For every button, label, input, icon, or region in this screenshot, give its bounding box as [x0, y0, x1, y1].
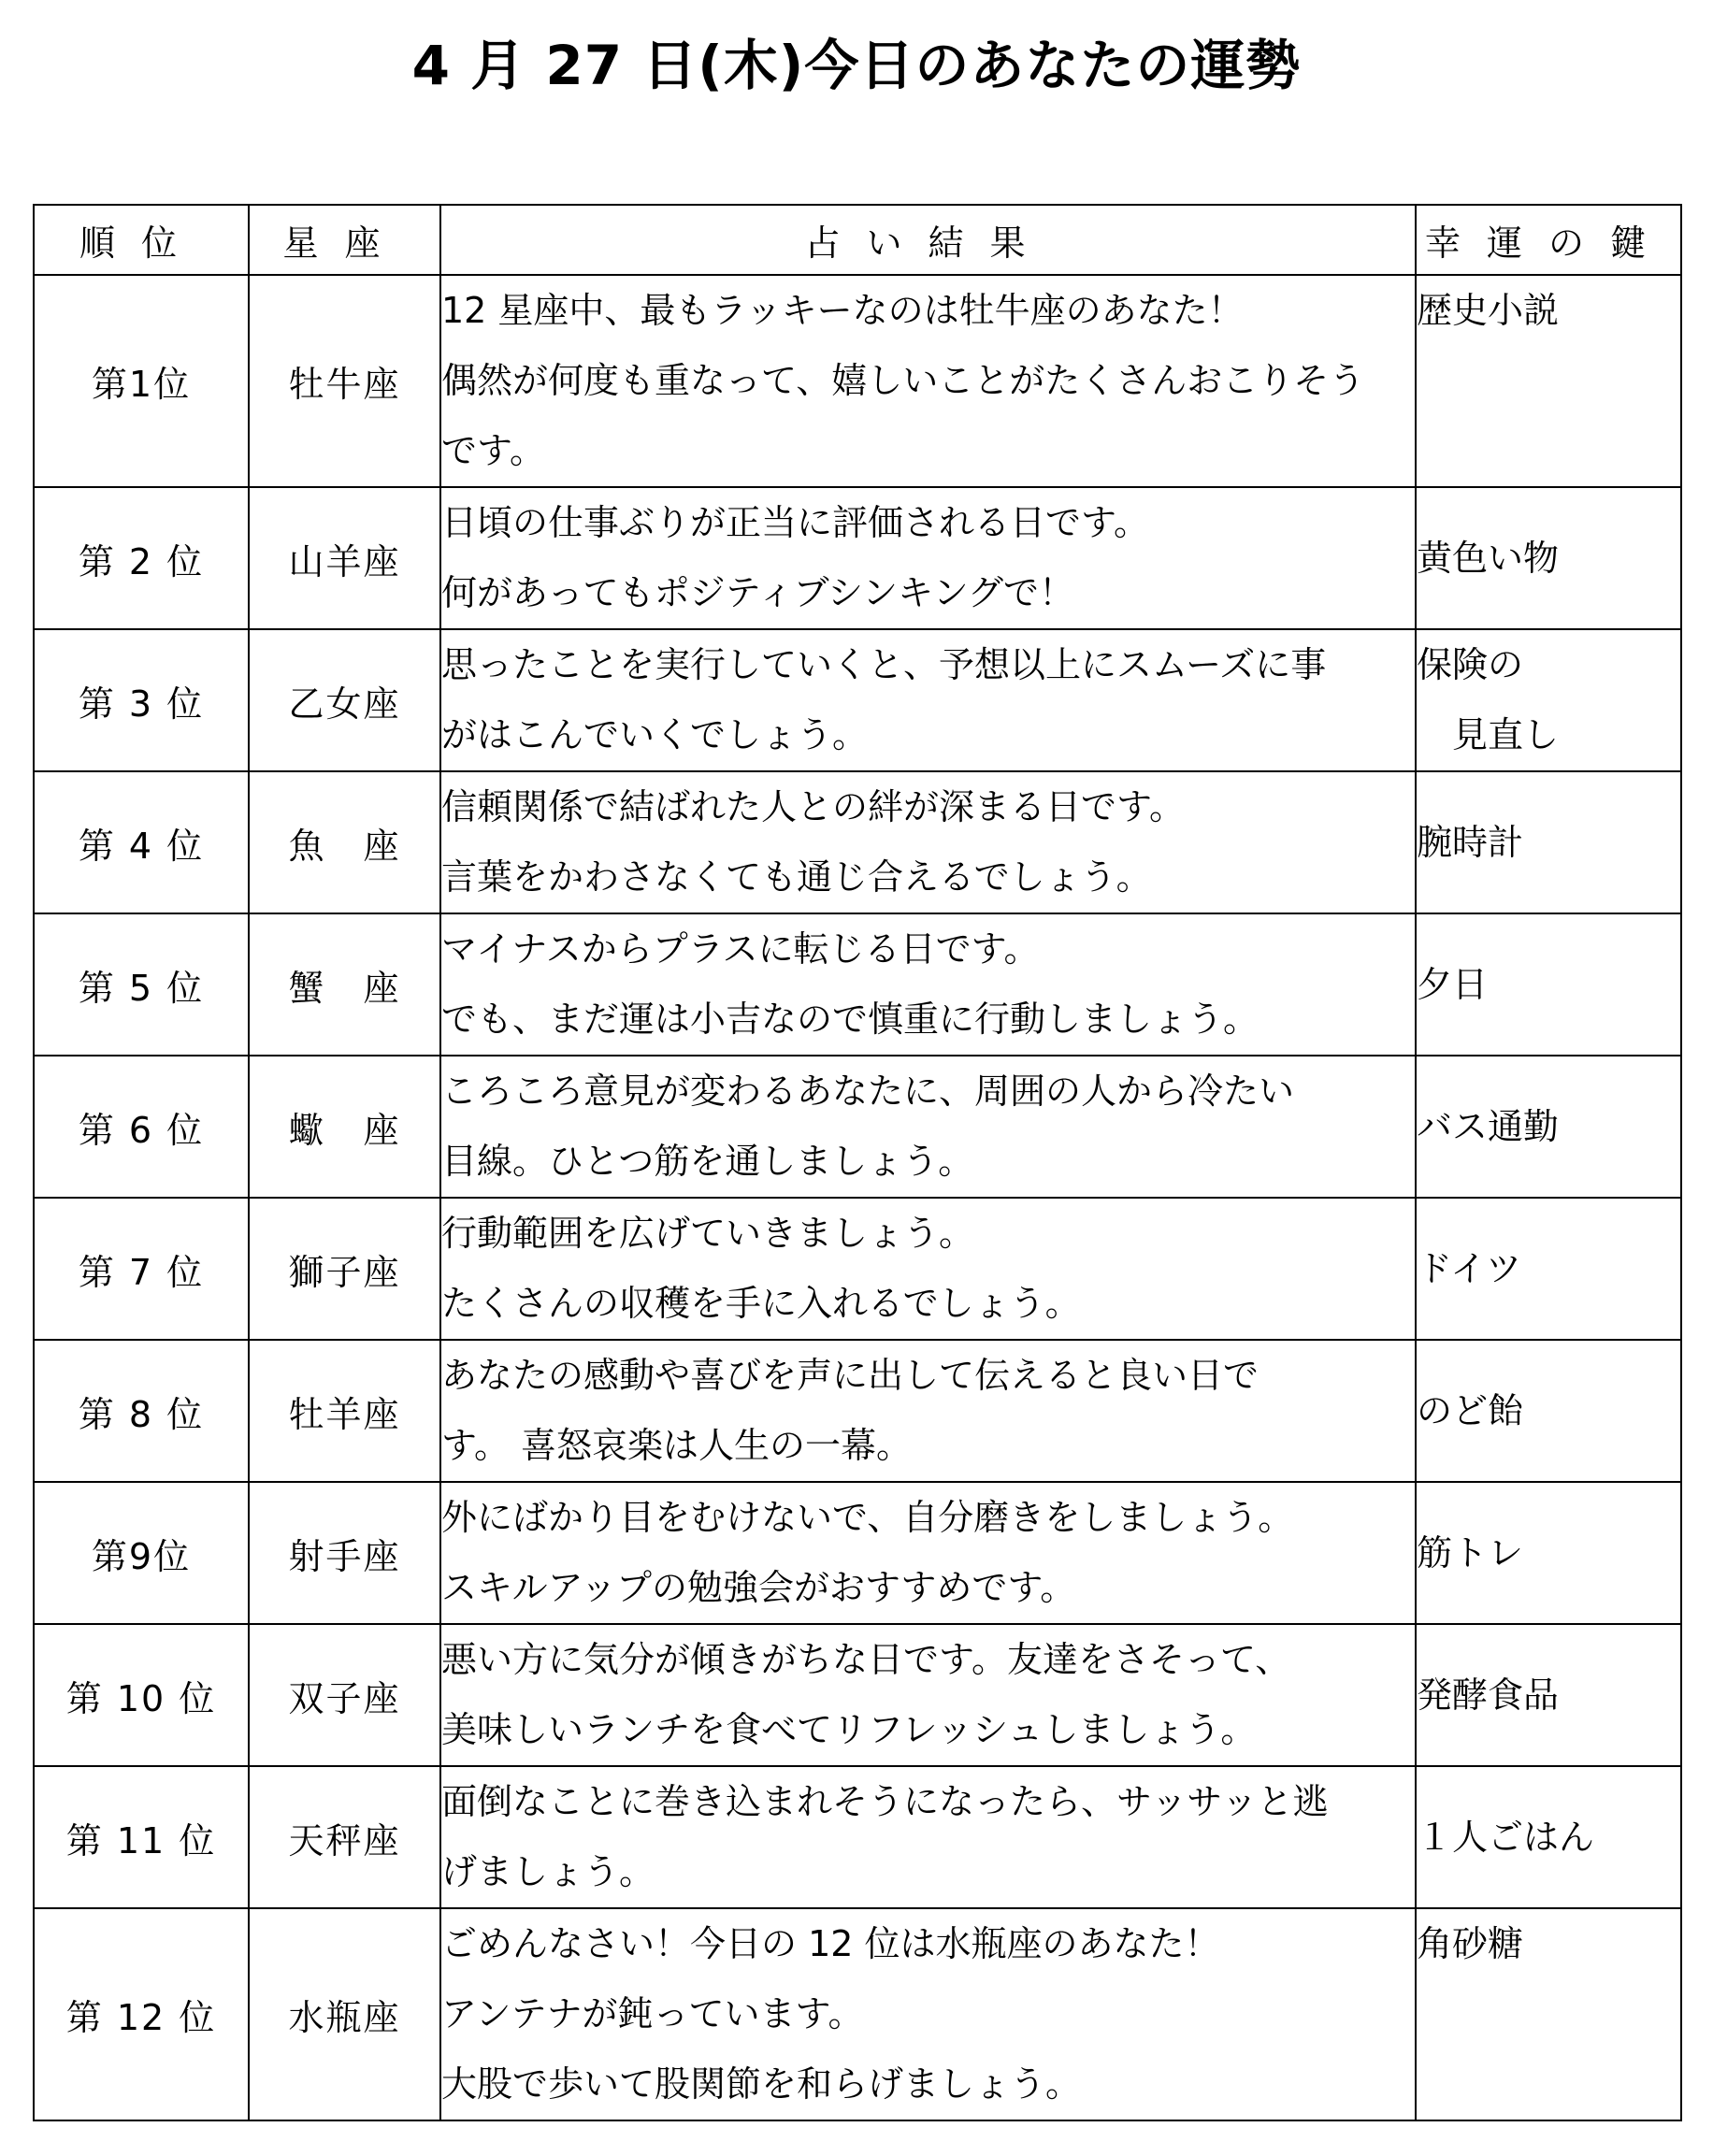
sign-cell: 牡牛座	[249, 275, 440, 487]
sign-cell: 獅子座	[249, 1198, 440, 1340]
table-row	[34, 913, 1681, 1056]
lucky-key-cell: 腕時計	[1416, 771, 1681, 913]
rank-cell: 第 10 位	[34, 1624, 249, 1766]
sign-cell: 魚 座	[249, 771, 440, 913]
lucky-key-cell: 黄色い物	[1416, 487, 1681, 629]
lucky-key-cell: 筋トレ	[1416, 1482, 1681, 1624]
sign-cell: 天秤座	[249, 1766, 440, 1908]
result-cell: ころころ意見が変わるあなたに、周囲の人から冷たい 目線。ひとつ筋を通しましょう。	[440, 1056, 1416, 1198]
key-header: 幸運の鍵	[1416, 205, 1681, 275]
lucky-key-cell: １人ごはん	[1416, 1766, 1681, 1908]
table-row	[34, 275, 1681, 487]
sign-cell: 蠍 座	[249, 1056, 440, 1198]
lucky-key-cell: 角砂糖	[1416, 1908, 1681, 2120]
lucky-key-cell: のど飴	[1416, 1340, 1681, 1482]
sign-cell: 射手座	[249, 1482, 440, 1624]
rank-cell: 第9位	[34, 1482, 249, 1624]
table-row	[34, 1482, 1681, 1624]
table-row	[34, 1340, 1681, 1482]
result-cell: あなたの感動や喜びを声に出して伝えると良い日で す。 喜怒哀楽は人生の一幕。	[440, 1340, 1416, 1482]
result-cell: 外にばかり目をむけないで、自分磨きをしましょう。 スキルアップの勉強会がおすすめです。	[440, 1482, 1416, 1624]
lucky-key-cell: 歴史小説	[1416, 275, 1681, 487]
lucky-key-cell: 夕日	[1416, 913, 1681, 1056]
result-cell: 行動範囲を広げていきましょう。 たくさんの収穫を手に入れるでしょう。	[440, 1198, 1416, 1340]
rank-cell: 第 4 位	[34, 771, 249, 913]
sign-cell: 山羊座	[249, 487, 440, 629]
result-cell: 日頃の仕事ぶりが正当に評価される日です。 何があってもポジティブシンキングで！	[440, 487, 1416, 629]
rank-cell: 第 3 位	[34, 629, 249, 771]
result-cell: 面倒なことに巻き込まれそうになったら、サッサッと逃 げましょう。	[440, 1766, 1416, 1908]
table-row	[34, 629, 1681, 771]
table-row	[34, 1624, 1681, 1766]
rank-header: 順位	[34, 205, 249, 275]
page-title: 4 月 27 日(木)今日のあなたの運勢	[411, 34, 1302, 97]
sign-cell: 乙女座	[249, 629, 440, 771]
rank-cell: 第 5 位	[34, 913, 249, 1056]
result-cell: 信頼関係で結ばれた人との絆が深まる日です。 言葉をかわさなくても通じ合えるでしょう。	[440, 771, 1416, 913]
sign-cell: 水瓶座	[249, 1908, 440, 2120]
header-row	[34, 205, 1681, 275]
result-cell: ごめんなさい！今日の 12 位は水瓶座のあなた！ アンテナが鈍っています。 大股で歩いて股関節を和らげましょう。	[440, 1908, 1416, 2120]
rank-cell: 第1位	[34, 275, 249, 487]
result-cell: 12 星座中、最もラッキーなのは牡牛座のあなた！ 偶然が何度も重なって、嬉しいことがたくさんおこりそう です。	[440, 275, 1416, 487]
result-header: 占い結果	[440, 205, 1416, 275]
sign-cell: 蟹 座	[249, 913, 440, 1056]
lucky-key-cell: ドイツ	[1416, 1198, 1681, 1340]
table-row	[34, 1908, 1681, 2120]
rank-cell: 第 2 位	[34, 487, 249, 629]
result-cell: マイナスからプラスに転じる日です。 でも、まだ運は小吉なので慎重に行動しましょう。	[440, 913, 1416, 1056]
result-cell: 思ったことを実行していくと、予想以上にスムーズに事 がはこんでいくでしょう。	[440, 629, 1416, 771]
result-cell: 悪い方に気分が傾きがちな日です。友達をさそって、 美味しいランチを食べてリフレッシュしましょう。	[440, 1624, 1416, 1766]
sign-header: 星座	[249, 205, 440, 275]
lucky-key-cell: バス通勤	[1416, 1056, 1681, 1198]
rank-cell: 第 8 位	[34, 1340, 249, 1482]
table-row	[34, 1198, 1681, 1340]
sign-cell: 牡羊座	[249, 1340, 440, 1482]
table-row	[34, 1056, 1681, 1198]
rank-cell: 第 7 位	[34, 1198, 249, 1340]
lucky-key-cell: 発酵食品	[1416, 1624, 1681, 1766]
table-row	[34, 1766, 1681, 1908]
rank-cell: 第 12 位	[34, 1908, 249, 2120]
rank-cell: 第 6 位	[34, 1056, 249, 1198]
table-row	[34, 487, 1681, 629]
rank-cell: 第 11 位	[34, 1766, 249, 1908]
lucky-key-cell: 保険の 見直し	[1416, 629, 1681, 771]
fortune-table	[33, 204, 1682, 2121]
table-row	[34, 771, 1681, 913]
sign-cell: 双子座	[249, 1624, 440, 1766]
